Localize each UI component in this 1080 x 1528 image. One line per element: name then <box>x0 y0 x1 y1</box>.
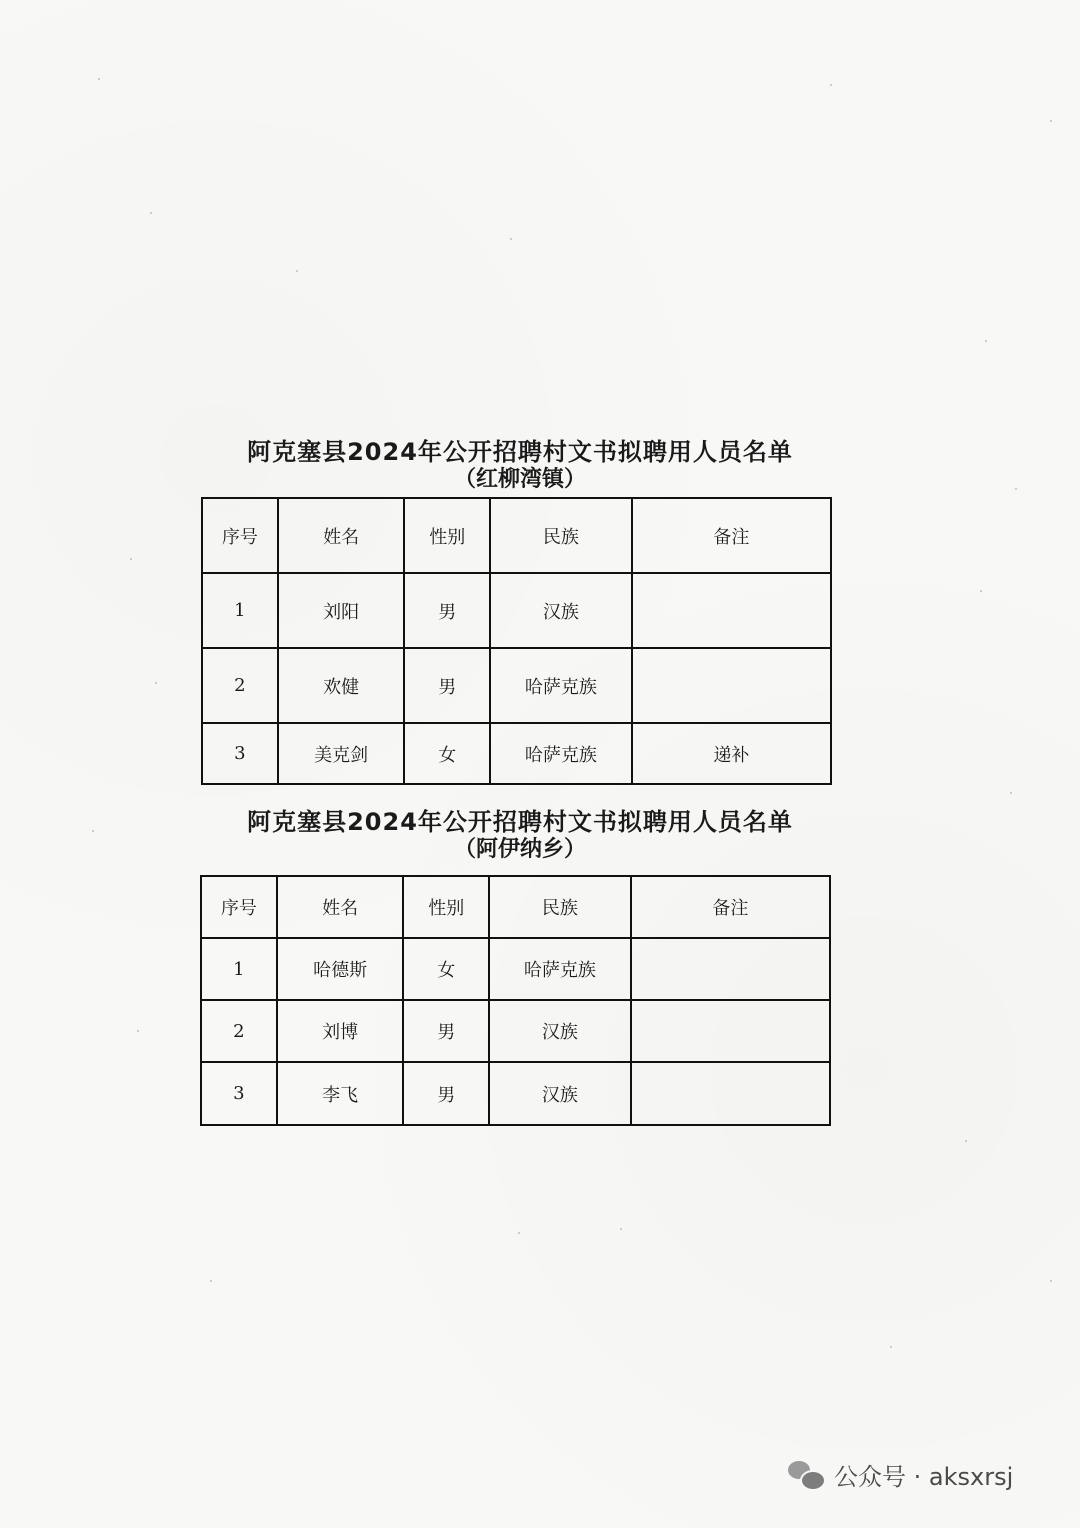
cell-name: 欢健 <box>278 648 405 723</box>
header-index: 序号 <box>201 876 277 938</box>
table-header-row <box>202 498 831 573</box>
table-row <box>201 1062 830 1125</box>
cell-ethnicity: 汉族 <box>489 1000 631 1062</box>
cell-gender: 女 <box>403 938 489 1000</box>
section-2-title: 阿克塞县2024年公开招聘村文书拟聘用人员名单 <box>247 808 793 836</box>
cell-remarks: 递补 <box>632 723 831 784</box>
section-2-table <box>200 875 831 1126</box>
cell-name: 刘阳 <box>278 573 405 648</box>
header-ethnicity: 民族 <box>489 876 631 938</box>
speck <box>965 1140 967 1142</box>
cell-index: 1 <box>201 938 277 1000</box>
cell-ethnicity: 哈萨克族 <box>489 938 631 1000</box>
header-remarks: 备注 <box>632 498 831 573</box>
cell-name: 美克剑 <box>278 723 405 784</box>
cell-ethnicity: 汉族 <box>489 1062 631 1125</box>
speck <box>518 1232 520 1234</box>
header-index: 序号 <box>202 498 278 573</box>
speck <box>210 1280 212 1282</box>
cell-index: 2 <box>202 648 278 723</box>
wechat-watermark <box>788 1452 1013 1496</box>
speck <box>830 84 832 86</box>
speck <box>130 558 132 560</box>
speck <box>1010 792 1012 794</box>
section-1-subtitle: （红柳湾镇） <box>453 467 586 492</box>
table-row <box>202 573 831 648</box>
cell-index: 3 <box>201 1062 277 1125</box>
cell-remarks <box>631 1062 830 1125</box>
speck <box>985 340 987 342</box>
table-row <box>201 1000 830 1062</box>
cell-remarks <box>632 648 831 723</box>
speck <box>137 1030 139 1032</box>
cell-ethnicity: 汉族 <box>490 573 632 648</box>
table-row <box>202 723 831 784</box>
header-name: 姓名 <box>278 498 405 573</box>
speck <box>890 1346 892 1348</box>
cell-remarks <box>631 1000 830 1062</box>
cell-gender: 男 <box>403 1062 489 1125</box>
speck <box>296 270 298 272</box>
header-ethnicity: 民族 <box>490 498 632 573</box>
cell-gender: 男 <box>404 648 490 723</box>
cell-index: 2 <box>201 1000 277 1062</box>
header-remarks: 备注 <box>631 876 830 938</box>
table-header-row <box>201 876 830 938</box>
section-2-subtitle: （阿伊纳乡） <box>453 837 586 862</box>
speck <box>1050 120 1052 122</box>
cell-gender: 男 <box>404 573 490 648</box>
table-row <box>202 648 831 723</box>
cell-remarks <box>632 573 831 648</box>
cell-name: 李飞 <box>277 1062 404 1125</box>
header-gender: 性别 <box>403 876 489 938</box>
header-gender: 性别 <box>404 498 490 573</box>
header-name: 姓名 <box>277 876 404 938</box>
cell-ethnicity: 哈萨克族 <box>490 723 632 784</box>
speck <box>620 1228 622 1230</box>
cell-ethnicity: 哈萨克族 <box>490 648 632 723</box>
speck <box>1050 1280 1052 1282</box>
table-row <box>201 938 830 1000</box>
cell-name: 刘博 <box>277 1000 404 1062</box>
section-1-title: 阿克塞县2024年公开招聘村文书拟聘用人员名单 <box>247 438 793 466</box>
section-1-table <box>201 497 832 785</box>
watermark-label: 公众号 · aksxrsj <box>834 1462 1014 1491</box>
speck <box>510 238 512 240</box>
wechat-icon <box>788 1459 824 1489</box>
speck <box>155 682 157 684</box>
speck <box>98 78 100 80</box>
cell-gender: 女 <box>404 723 490 784</box>
cell-index: 3 <box>202 723 278 784</box>
cell-name: 哈德斯 <box>277 938 404 1000</box>
cell-remarks <box>631 938 830 1000</box>
speck <box>150 212 152 214</box>
cell-index: 1 <box>202 573 278 648</box>
cell-gender: 男 <box>403 1000 489 1062</box>
speck <box>980 590 982 592</box>
